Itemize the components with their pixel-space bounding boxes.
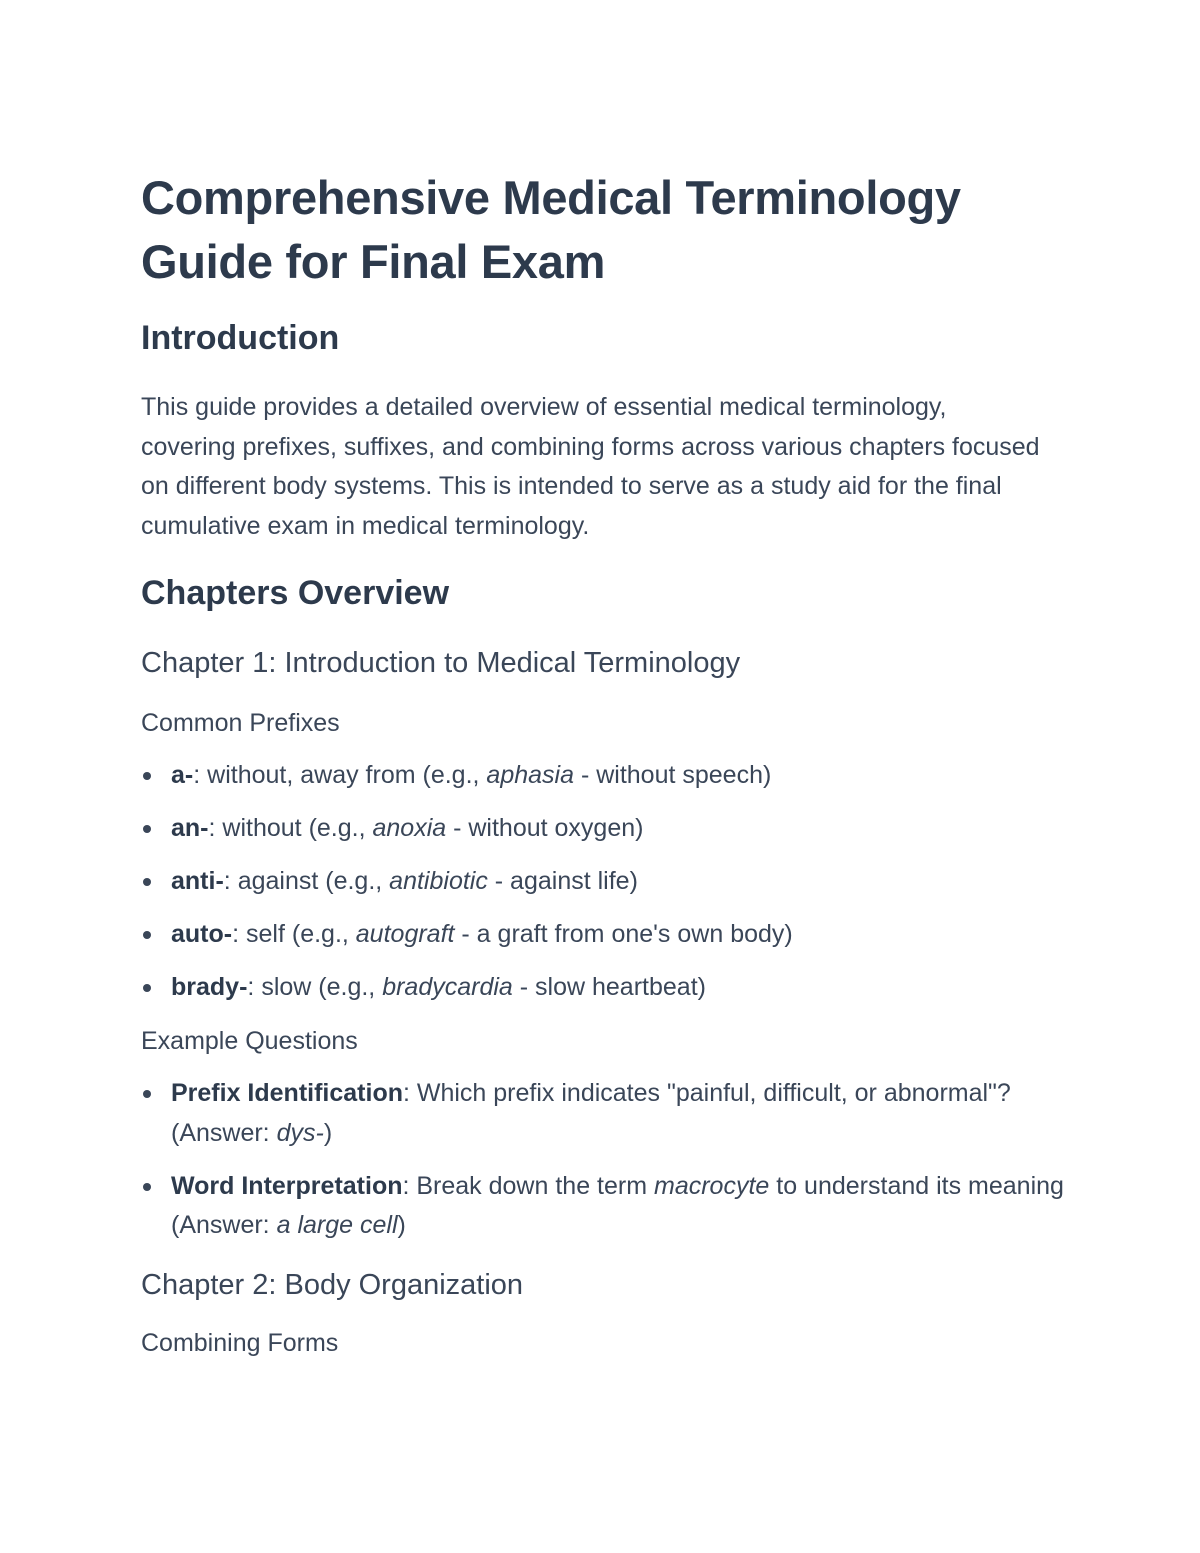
example-questions-list (141, 1074, 1071, 1246)
bullet-icon (143, 772, 151, 780)
question-label: Prefix Identification (171, 1079, 403, 1107)
prefix-term: an- (171, 814, 209, 842)
document-title (141, 166, 961, 294)
prefix-meaning: self (e.g., (246, 920, 356, 948)
question-tail: ) (323, 1118, 333, 1147)
prefix-separator: : (223, 867, 238, 895)
prefix-example-meaning: - against life) (487, 867, 638, 895)
prefix-meaning: without, away from (e.g., (207, 761, 487, 789)
chapter-1-heading: Chapter 1: Introduction to Medical Terminology (141, 647, 741, 679)
prefix-term: brady- (171, 973, 248, 1001)
question-answer: dys- (276, 1118, 324, 1147)
prefix-separator: : (232, 920, 247, 948)
list-item (141, 809, 1071, 849)
bullet-icon (143, 1090, 151, 1098)
title-line-1: Comprehensive Medical Terminology (141, 171, 961, 224)
list-item (141, 1074, 1071, 1153)
bullet-icon (143, 825, 151, 833)
prefix-example: antibiotic (389, 867, 488, 895)
question-text: : Break down the term (402, 1171, 654, 1200)
common-prefixes-heading: Common Prefixes (141, 709, 340, 737)
introduction-heading: Introduction (141, 319, 340, 357)
prefix-example-meaning: - slow heartbeat) (512, 973, 706, 1001)
prefix-separator: : (193, 761, 208, 789)
prefix-separator: : (247, 973, 262, 1001)
title-line-2: Guide for Final Exam (141, 235, 606, 288)
prefix-example: bradycardia (382, 973, 513, 1001)
prefix-example: aphasia (486, 761, 574, 789)
list-item (141, 968, 1071, 1008)
question-term: macrocyte (654, 1171, 770, 1200)
prefix-term: a- (171, 761, 194, 789)
prefix-term: auto- (171, 920, 233, 948)
bullet-icon (143, 878, 151, 886)
prefix-meaning: without (e.g., (222, 814, 373, 842)
list-item (141, 756, 1071, 796)
bullet-icon (143, 984, 151, 992)
question-label: Word Interpretation (171, 1171, 403, 1200)
prefix-example-meaning: - without speech) (574, 761, 772, 789)
chapters-overview-heading: Chapters Overview (141, 574, 450, 612)
prefix-example-meaning: - a graft from one's own body) (454, 920, 793, 948)
list-item (141, 915, 1071, 955)
list-item (141, 862, 1071, 902)
introduction-paragraph: This guide provides a detailed overview of essential medical terminology, covering prefixes, suffixes, and combining forms across various chapters focused on different body systems. This is intended to serve as a study aid for the final cumulative exam in medical terminology. (141, 393, 1040, 540)
question-answer: a large cell (276, 1211, 398, 1239)
question-text: : Which prefix indicates "painful, difficult, or abnormal"? (Answer: (171, 1079, 1011, 1147)
bullet-icon (143, 1183, 151, 1191)
prefix-list (141, 756, 1071, 1008)
question-text-2: to understand its meaning (Answer: (171, 1171, 1064, 1239)
question-tail: ) (397, 1211, 406, 1239)
bullet-icon (143, 931, 151, 939)
prefix-term: anti- (171, 867, 224, 895)
prefix-meaning: against (e.g., (237, 867, 390, 895)
list-item (141, 1167, 1071, 1246)
prefix-separator: : (208, 814, 223, 842)
prefix-meaning: slow (e.g., (261, 973, 383, 1001)
example-questions-heading: Example Questions (141, 1027, 358, 1055)
prefix-example: anoxia (372, 814, 447, 842)
chapter-2-heading: Chapter 2: Body Organization (141, 1269, 524, 1301)
prefix-example-meaning: - without oxygen) (446, 814, 644, 842)
combining-forms-heading: Combining Forms (141, 1329, 339, 1357)
prefix-example: autograft (355, 920, 455, 948)
